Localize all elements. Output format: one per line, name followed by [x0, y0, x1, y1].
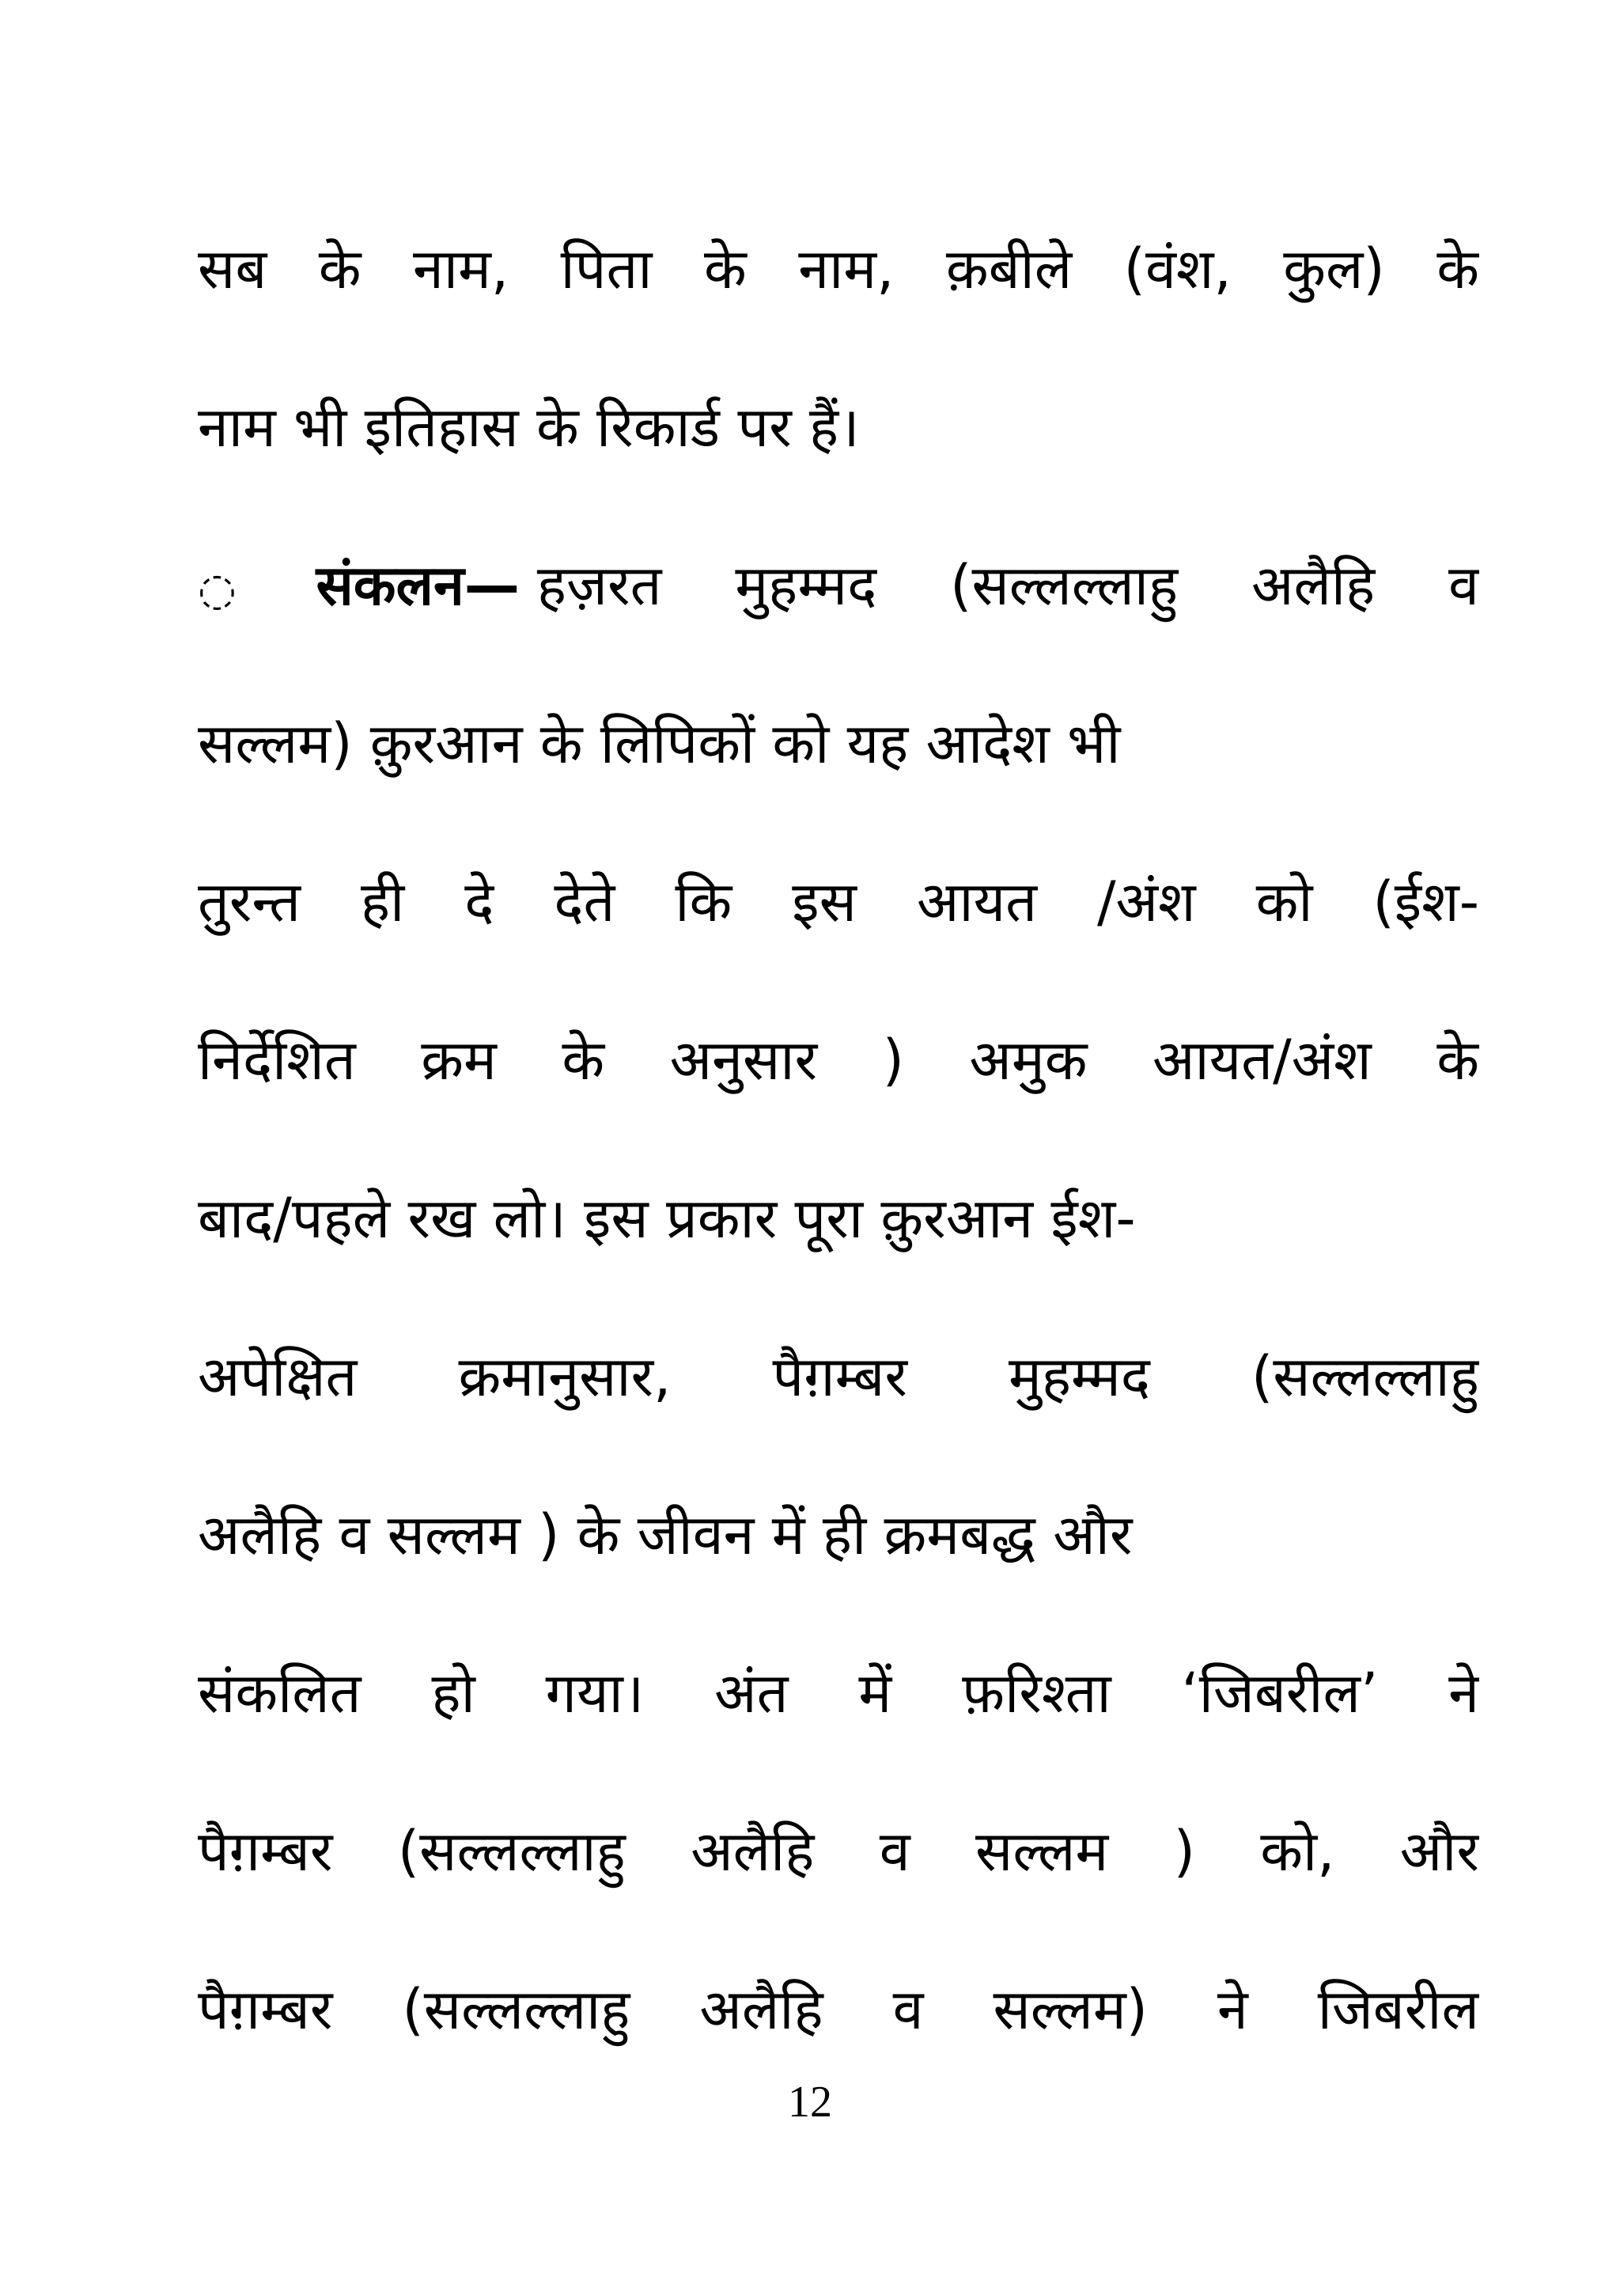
text-line-8: अपेक्षित क्रमानुसार, पैग़म्बर मुहम्मद (सल्लल्लाहु [198, 1344, 1479, 1409]
text-line-3 [198, 506, 1479, 665]
text-line-4: सल्लम) क़ुरआन के लिपिकों को यह आदेश भी [198, 711, 1121, 776]
text-line-12: पैग़म्बर (सल्लल्लाहु अलैहि व सल्लम) ने जिबरील [198, 1977, 1479, 2042]
bullet-icon: ◌ [198, 564, 293, 616]
text-line-6: निर्देशित क्रम के अनुसार ) अमुक आयत/अंश के [198, 1028, 1479, 1093]
text-line-7: बाद/पहले रख लो। इस प्रकार पूरा क़ुरआन ईश- [198, 1186, 1136, 1251]
text-line-10: संकलित हो गया। अंत में फ़रिश्ता ‘जिबरील’ ने [198, 1661, 1479, 1726]
section-heading: संकलन— [316, 553, 520, 618]
text-line-2: नाम भी इतिहास के रिकार्ड पर हैं। [198, 395, 860, 460]
text-line-11: पैग़म्बर (सल्लल्लाहु अलैहि व सल्लम ) को, और [198, 1819, 1479, 1884]
text-line-1: सब के नाम, पिता के नाम, क़बीले (वंश, कुल) के [198, 237, 1479, 301]
text-line-9: अलैहि व सल्लम ) के जीवन में ही क्रमबद्ध और [198, 1502, 1133, 1567]
page-number: 12 [788, 2078, 832, 2127]
text-line-5: तुरन्त ही दे देते कि इस आयत /अंश को (ईश- [198, 870, 1479, 934]
text-line-3-content: हज़रत मुहम्मद (सल्लल्लाहु अलैहि व [536, 553, 1479, 618]
body-text [198, 190, 1479, 2089]
